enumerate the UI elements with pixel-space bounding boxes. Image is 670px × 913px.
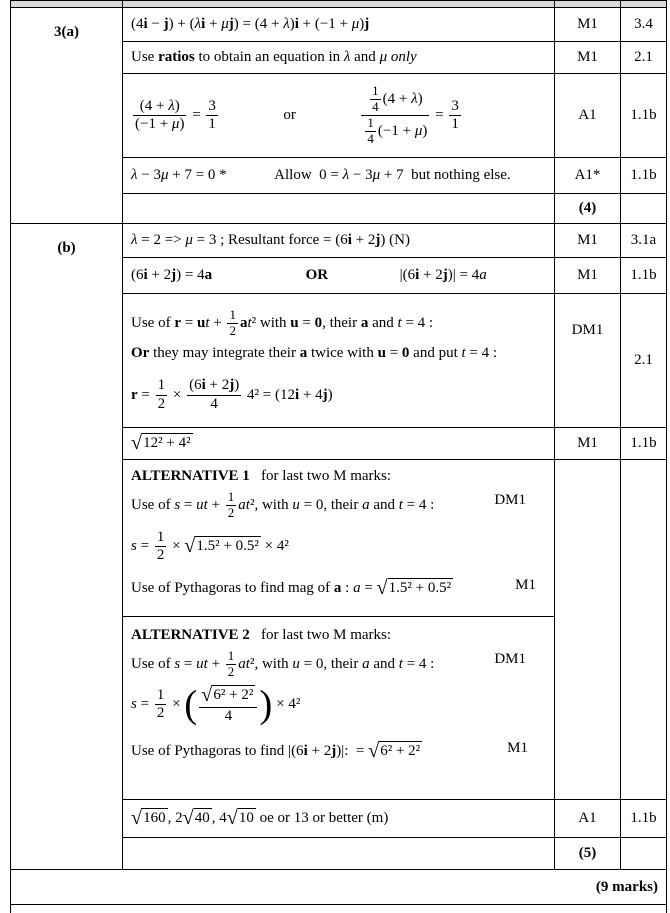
bottom-strip xyxy=(11,905,667,913)
ao-b1: 3.1a xyxy=(621,224,667,258)
mark-b2: M1 xyxy=(555,258,621,294)
mark-a2: M1 xyxy=(555,42,621,74)
ao-a3: 1.1b xyxy=(621,74,667,158)
working-a4: λ − 3μ + 7 = 0 * Allow 0 = λ − 3μ + 7 but nothing else. xyxy=(123,158,555,194)
ao-a4: 1.1b xyxy=(621,158,667,194)
working-b5: √160 , 2√40 , 4√10 oe or 13 or better (m) xyxy=(123,800,555,838)
working-alternatives xyxy=(123,460,555,800)
ao-b4: 1.1b xyxy=(621,428,667,460)
working-a3: $\frac{(4 + \lambda)}{(-1 + \mu)}$ = $\frac{3}{1}$ or $\frac{1}{4}$ (4 + λ) $\frac{1}{4}$ (−1 + μ) = $\frac{3}{1}$ xyxy=(123,74,555,158)
mark-b5: A1 xyxy=(555,800,621,838)
row-grand-total xyxy=(11,870,667,905)
alternative-1: ALTERNATIVE 1 for last two M marks: Use of s = ut + $\frac{1}{2}$ at², with u = 0, their a and t = 4 : DM1 s = $\frac{1}{2}$ × √1.5² + 0.5² × 4² Use of Pythagoras to find mag of a : a = √1.5² + 0.5² M1 xyxy=(131,466,546,602)
subtotal-b: (5) xyxy=(555,838,621,870)
mark-scheme-table xyxy=(10,0,667,913)
grand-total: (9 marks) xyxy=(11,870,667,905)
ao-b3: 2.1 xyxy=(621,294,667,428)
working-b2: (6i + 2j) = 4a OR |(6i + 2j)| = 4a xyxy=(123,258,555,294)
working-a2: Use ratios to obtain an equation in λ and μ only xyxy=(123,42,555,74)
mark-b4: M1 xyxy=(555,428,621,460)
working-b3: Use of r = ut + $\frac{1}{2}$ at² with u = 0, their a and t = 4 : Or they may integrate their a twice with u = 0 and put t = 4 : r = $\frac{1}{2}$ × $\frac{(6i + 2j)}{4}$ 4² = (12i + 4j) xyxy=(123,294,555,428)
question-number-b: (b) xyxy=(11,224,123,870)
header-strip xyxy=(11,1,667,8)
row-a1 xyxy=(11,8,667,42)
alternative-2: ALTERNATIVE 2 for last two M marks: Use of s = ut + $\frac{1}{2}$ at², with u = 0, their a and t = 4 : DM1 s = $\frac{1}{2}$ × ( $\frac{\text{√6² + 2²}}{4}$ ) × 4² Use of Pythagoras to find |(6i + 2j)|: = √6² + 2² M1 xyxy=(123,616,554,765)
mark-b1: M1 xyxy=(555,224,621,258)
working-a1: (4i − j) + (λi + μj) = (4 + λ)i + (−1 + μ)j xyxy=(123,8,555,42)
ao-b2: 1.1b xyxy=(621,258,667,294)
mark-a4: A1* xyxy=(555,158,621,194)
mark-a3: A1 xyxy=(555,74,621,158)
ao-a2: 2.1 xyxy=(621,42,667,74)
mark-b3: DM1 xyxy=(555,294,621,428)
working-b4: √12² + 4² xyxy=(123,428,555,460)
row-b1 xyxy=(11,224,667,258)
ao-a1: 3.4 xyxy=(621,8,667,42)
working-b1: λ = 2 => μ = 3 ; Resultant force = (6i + 2j) (N) xyxy=(123,224,555,258)
subtotal-a: (4) xyxy=(555,194,621,224)
ao-b5: 1.1b xyxy=(621,800,667,838)
mark-a1: M1 xyxy=(555,8,621,42)
question-number-a: 3(a) xyxy=(11,8,123,224)
